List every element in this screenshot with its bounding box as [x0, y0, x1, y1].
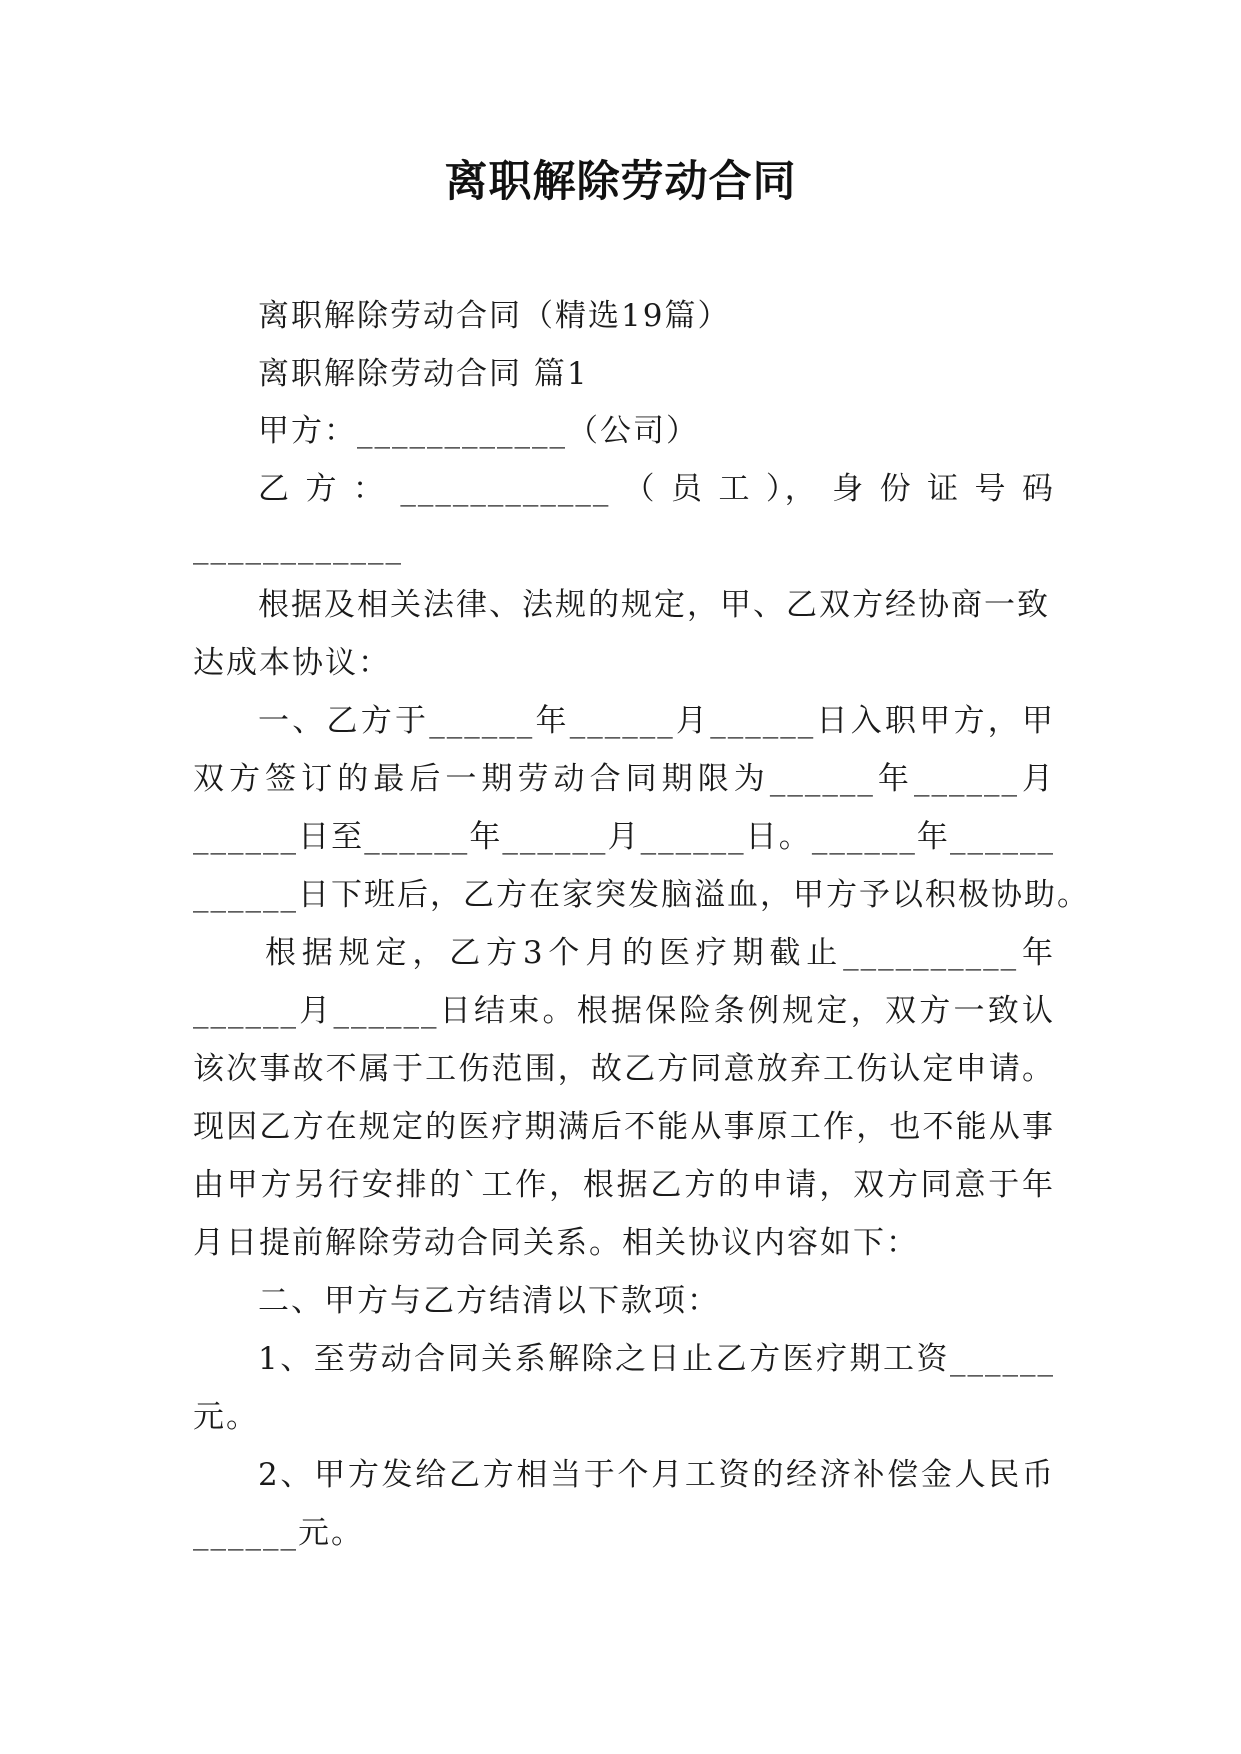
paragraph-line: 元。 — [193, 1399, 259, 1435]
paragraph-line: 由甲方另行安排的`工作，根据乙方的申请，双方同意于年 — [193, 1167, 1055, 1203]
paragraph-line: 1、至劳动合同关系解除之日止乙方医疗期工资______ — [258, 1341, 1055, 1377]
paragraph-line: 一、乙方于______年______月______日入职甲方，甲 — [258, 703, 1055, 739]
paragraph-line: 现因乙方在规定的医疗期满后不能从事原工作，也不能从事 — [193, 1109, 1055, 1145]
id-number-blank: ____________ — [193, 529, 403, 565]
paragraph-line: 该次事故不属于工伤范围，故乙方同意放弃工伤认定申请。 — [193, 1051, 1055, 1087]
paragraph-line: 达成本协议： — [193, 645, 391, 681]
paragraph-line: ______日至______年______月______日。______年______ — [193, 819, 1055, 855]
subtitle-line: 离职解除劳动合同（精选19篇） — [258, 298, 731, 334]
paragraph-line: 月日提前解除劳动合同关系。相关协议内容如下： — [193, 1225, 919, 1261]
paragraph-line: ______元。 — [193, 1515, 364, 1551]
paragraph-line: 2、甲方发给乙方相当于个月工资的经济补偿金人民币 — [258, 1457, 1055, 1493]
section-heading: 二、甲方与乙方结清以下款项： — [258, 1283, 720, 1319]
paragraph-line: ______日下班后，乙方在家突发脑溢血，甲方予以积极协助。 — [193, 877, 1090, 913]
paragraph-line: 根据及相关法律、法规的规定，甲、乙双方经协商一致 — [258, 587, 1050, 623]
paragraph-line: ______月______日结束。根据保险条例规定，双方一致认 — [193, 993, 1055, 1029]
paragraph-line: 根据规定，乙方3个月的医疗期截止__________年 — [265, 935, 1055, 971]
party-b-line: 乙 方 ： ____________ （ 员 工 ）， 身 份 证 号 码 — [258, 471, 1055, 507]
paragraph-line: 双方签订的最后一期劳动合同期限为______年______月 — [193, 761, 1055, 797]
party-a-line: 甲方：____________（公司） — [258, 413, 699, 449]
page-title: 离职解除劳动合同 — [444, 157, 797, 207]
section-heading: 离职解除劳动合同 篇1 — [258, 356, 589, 392]
